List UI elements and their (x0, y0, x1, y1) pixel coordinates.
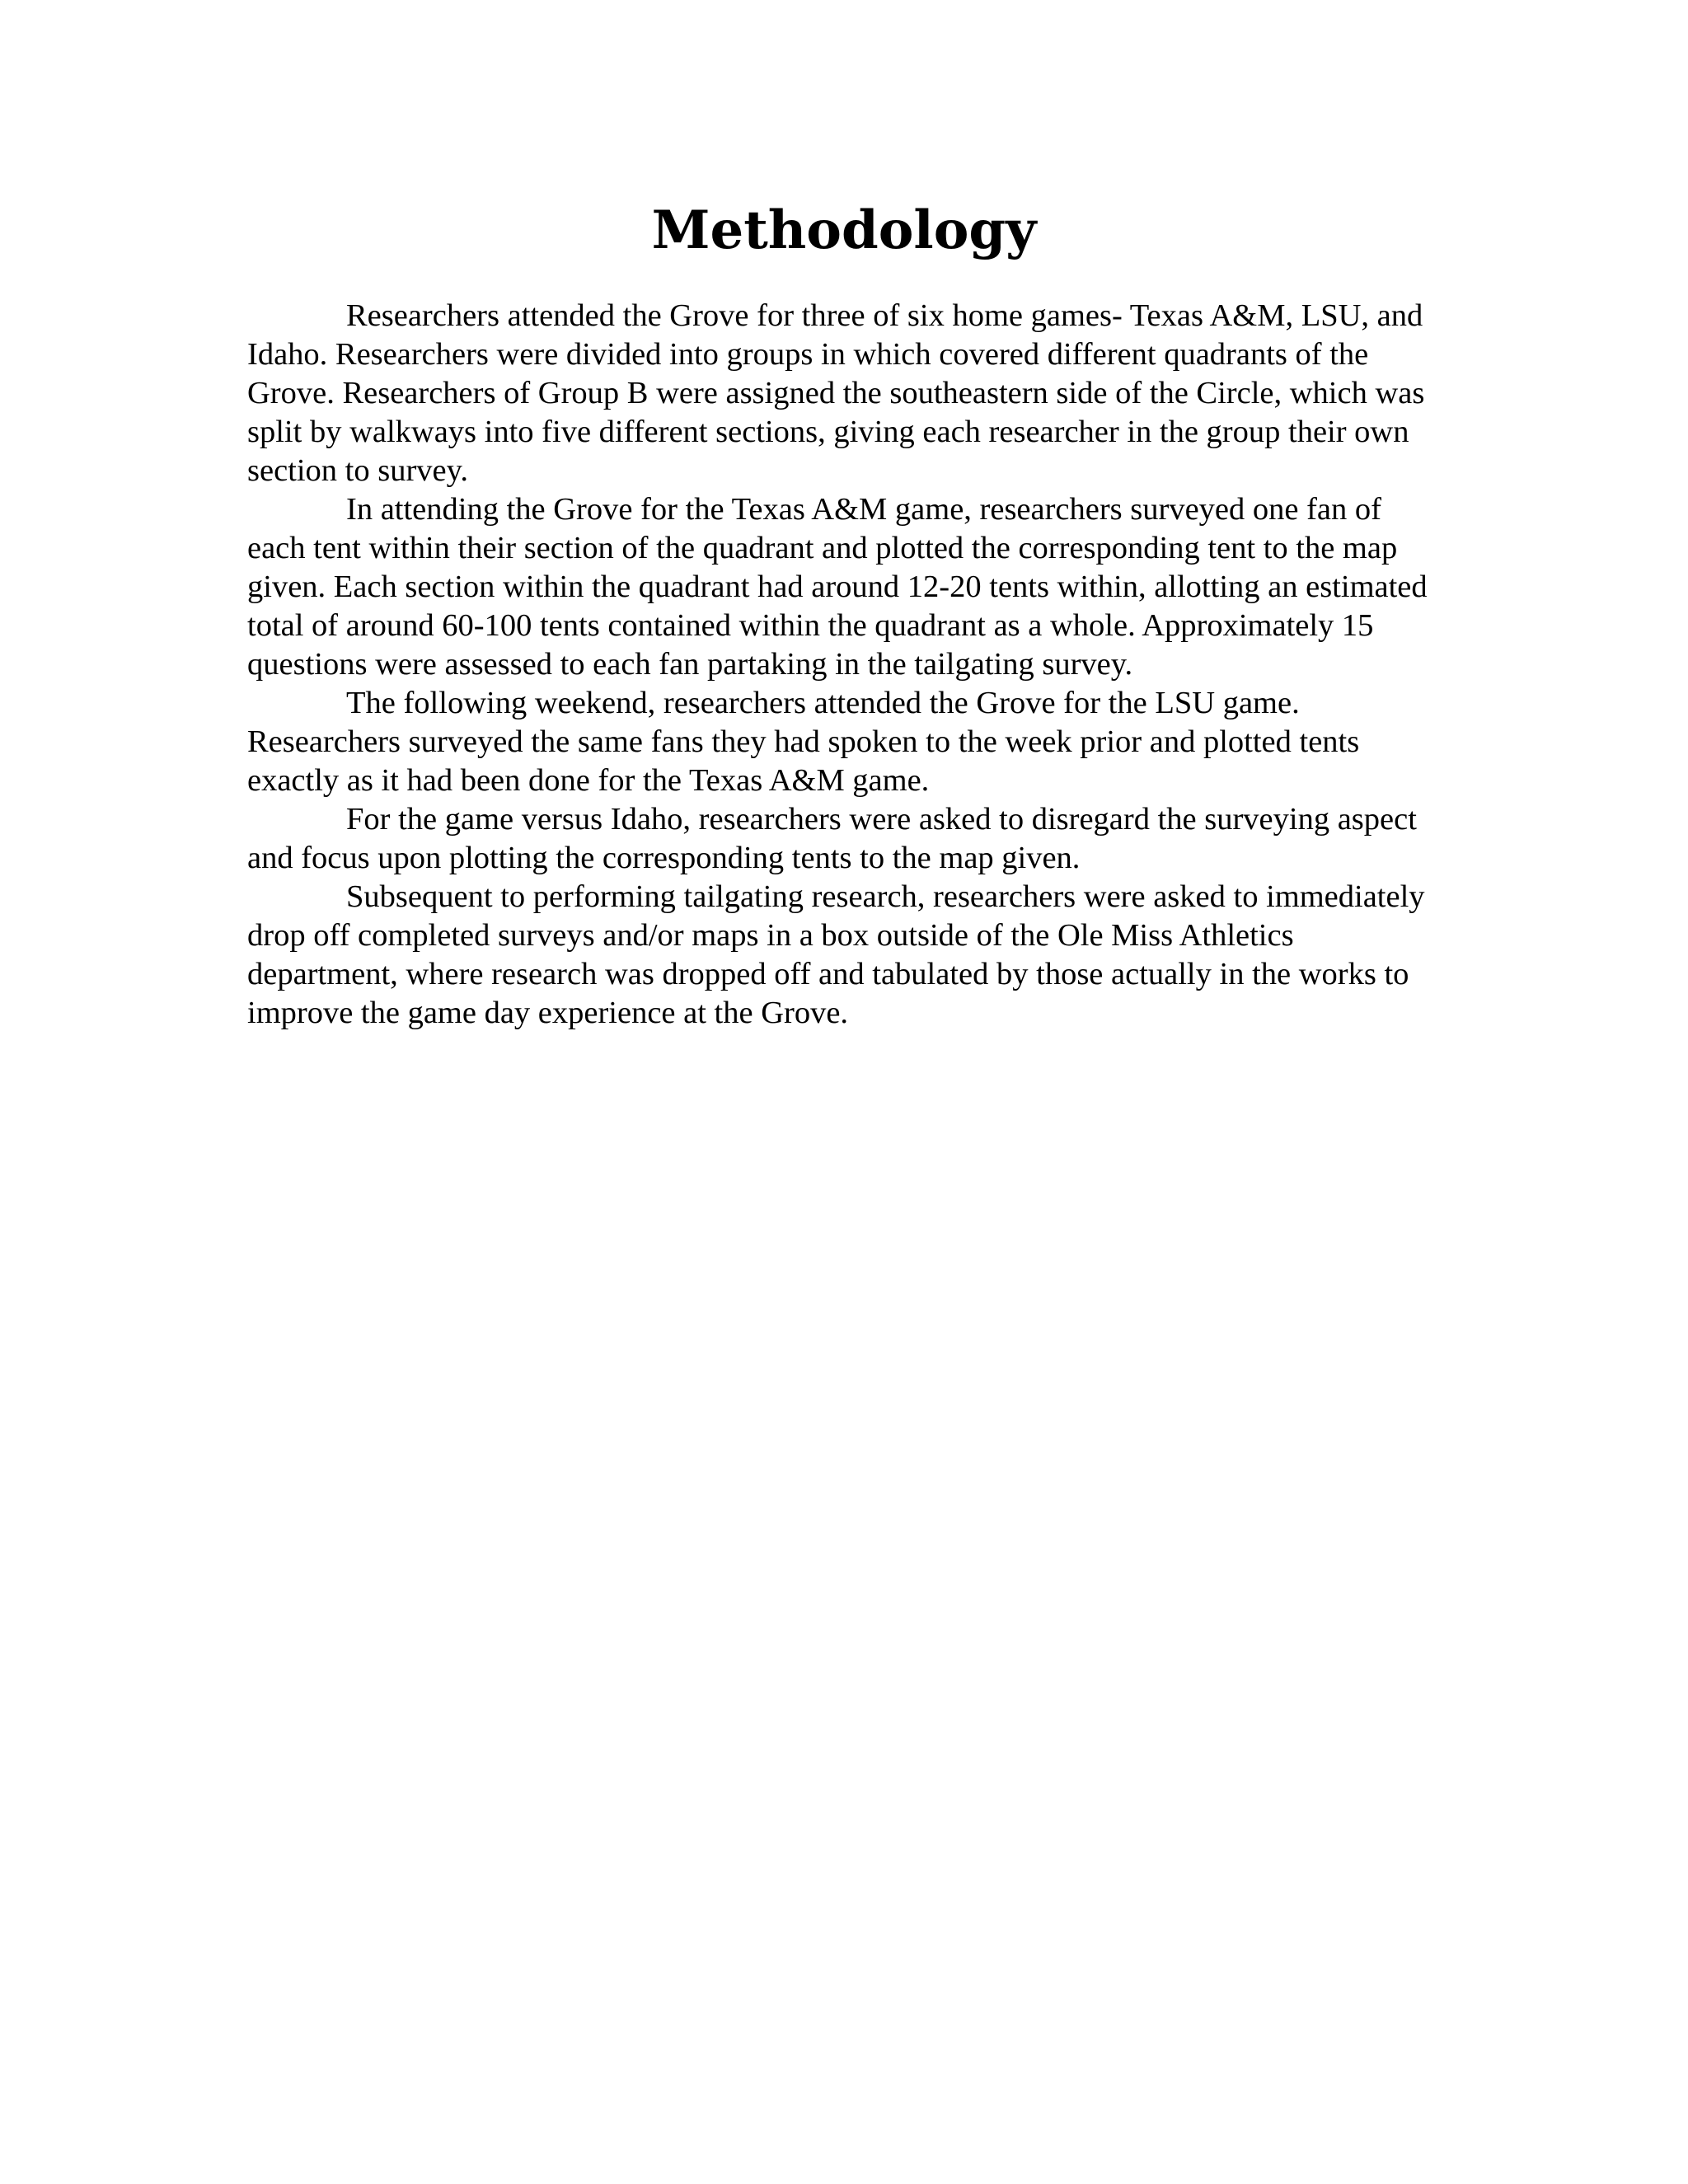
paragraph-2: In attending the Grove for the Texas A&M game, researchers surveyed one fan of each tent within their section of the quadrant and plotted the corresponding tent to the map given. Each section within the quadrant had around 12-20 tents within, allotting an estimated total of around 60-100 tents contained within the quadrant as a whole. Approximately 15 questions were assessed to each fan partaking in the tailgating survey. (247, 492, 1428, 682)
paragraph-3: The following weekend, researchers attended the Grove for the LSU game. Researchers surveyed the same fans they had spoken to the week prior and plotted tents exactly as it had been done for the Texas A&M game. (247, 686, 1360, 798)
page-title: Methodology (651, 199, 1037, 261)
paragraph-4: For the game versus Idaho, researchers were asked to disregard the surveying aspect and focus upon plotting the corresponding tents to the map given. (247, 802, 1417, 875)
paragraph-5: Subsequent to performing tailgating research, researchers were asked to immediately drop off completed surveys and/or maps in a box outside of the Ole Miss Athletics department, where research was dropped off and tabulated by those actually in the works to improve the game day experience at the Grove. (247, 879, 1425, 1030)
document-body (247, 297, 1434, 1033)
paragraph-1: Researchers attended the Grove for three of six home games- Texas A&M, LSU, and Idaho. Researchers were divided into groups in which covered different quadrants of the Grove. Researchers of Group B were assigned the southeastern side of the Circle, which was split by walkways into five different sections, giving each researcher in the group their own section to survey. (247, 298, 1425, 488)
